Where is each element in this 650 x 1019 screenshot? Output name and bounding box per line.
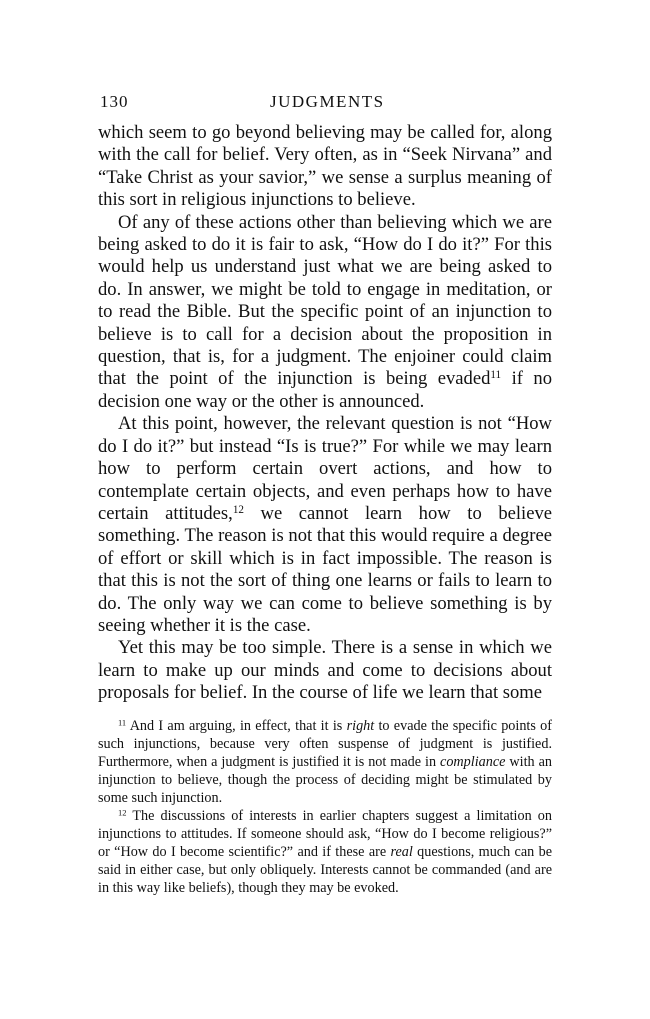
footnotes <box>98 717 552 897</box>
paragraph-3 <box>98 413 552 637</box>
paragraph-1: which seem to go beyond believing may be called for, along with the call for belief. Very often, as in “Seek Nirvana” and “Take Christ as your savior,” we sense a surplus meaning of this sort in religious injunctions to believe. <box>98 122 552 211</box>
footnote-marker-11: 11 <box>118 716 127 727</box>
paragraph-2 <box>98 212 552 414</box>
footnote-11-text-a: And I am arguing, in effect, that it is <box>126 717 347 734</box>
page-number: 130 <box>100 92 129 111</box>
running-head <box>98 92 552 122</box>
footnote-11-text-b: to evade the specific points of such injunctions, because very often suspense of judgment is justified. Furthermore, when a judgment is justified it is not made in <box>98 717 552 770</box>
paragraph-2-text-b: if no decision one way or the other is announced. <box>98 368 552 412</box>
footnote-ref-12: 12 <box>232 503 244 516</box>
body-text <box>98 122 552 705</box>
footnote-11-emphasis-right: right <box>346 717 375 734</box>
paragraph-3-text-b: we cannot learn how to believe something. The reason is not that this would require a degree of effort or skill which is in fact impossible. The reason is that this is not the sort of thing one learns or fails to learn to do. The only way we can come to believe something is by seeing whether it is the case. <box>98 502 553 636</box>
footnote-12-text-a: The discussions of interests in earlier chapters suggest a limitation on injunctions to attitudes. If someone should ask, “How do I become religious?” or “How do I become scientific?” and if these are <box>98 807 552 860</box>
book-page <box>98 92 552 897</box>
footnote-12 <box>98 807 552 897</box>
paragraph-3-text-a: At this point, however, the relevant question is not “How do I do it?” but instead “Is is true?” For while we may learn how to perform certain overt actions, and how to contemplate certain objects, and even perhaps how to have certain attitudes, <box>98 413 552 524</box>
footnote-12-emphasis-real: real <box>390 843 413 860</box>
running-title: JUDGMENTS <box>270 92 385 111</box>
footnote-11-text-c: with an injunction to believe, though the process of deciding might be stimulated by some such injunction. <box>98 753 552 806</box>
footnote-ref-11: 11 <box>490 369 502 382</box>
footnote-11-emphasis-compliance: compliance <box>440 753 506 770</box>
footnote-12-text-b: questions, much can be said in either case, but only obliquely. Interests cannot be commanded (and are in this way like beliefs), though they may be evoked. <box>98 843 552 896</box>
footnote-11 <box>98 717 552 807</box>
paragraph-2-text-a: Of any of these actions other than believing which we are being asked to do it is fair to ask, “How do I do it?” For this would help us understand just what we are being asked to do. In answer, we might be told to engage in meditation, or to read the Bible. But the specific point of an injunction to believe is to call for a decision about the proposition in question, that is, for a judgment. The enjoiner could claim that the point of the injunction is being evaded <box>98 211 552 390</box>
footnote-marker-12: 12 <box>118 806 127 817</box>
paragraph-4: Yet this may be too simple. There is a sense in which we learn to make up our minds and come to decisions about proposals for belief. In the course of life we learn that some <box>98 637 552 704</box>
